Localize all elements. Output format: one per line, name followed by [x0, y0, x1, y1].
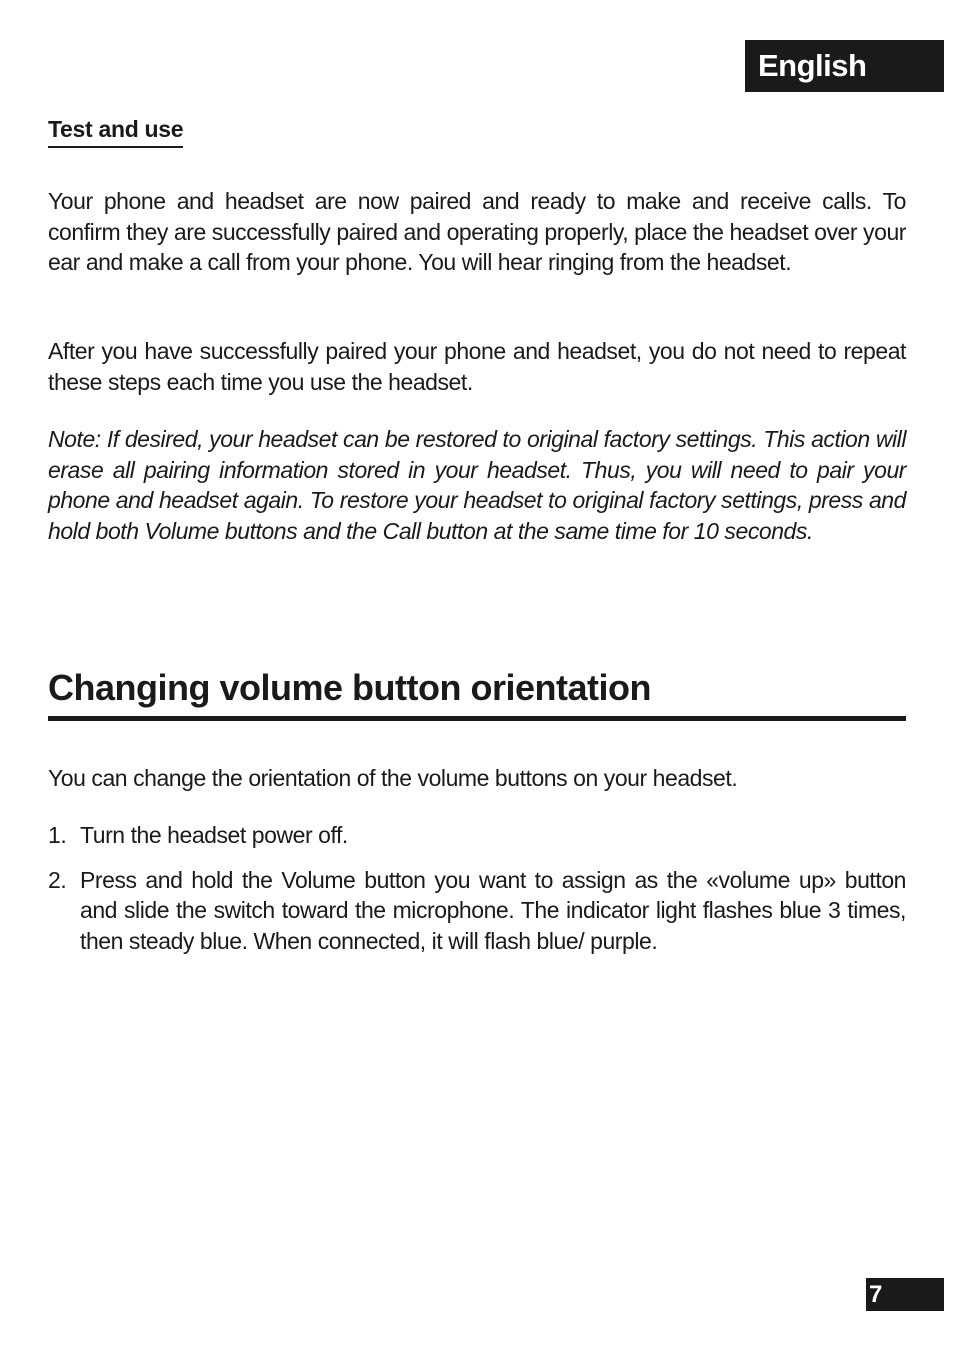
- step-number: 2.: [48, 866, 67, 893]
- list-item: [48, 865, 906, 957]
- section-title: Changing volume button orientation: [48, 664, 906, 721]
- step-text: Turn the headset power off.: [80, 822, 348, 848]
- step-number: 1.: [48, 822, 67, 848]
- step-text: Press and hold the Volume button you want to assign as the «volume up» button and slide the switch toward the microphone. The indicator light flashes blue 3 times, then steady blue. When connected, it will flash blue/ purple.: [80, 866, 906, 955]
- page-number: 7: [866, 1278, 944, 1311]
- repeat-steps-paragraph: After you have successfully paired your phone and headset, you do not need to repeat these steps each time you use the headset.: [48, 338, 906, 395]
- pairing-confirmation-paragraph: Your phone and headset are now paired and ready to make and receive calls. To confirm they are successfully paired and operating properly, place the headset over your ear and make a call from your phone. You will hear ringing from the headset.: [48, 188, 906, 276]
- factory-reset-note: Note: If desired, your headset can be restored to original factory settings. This action will erase all pairing information stored in your headset. Thus, you will need to pair your phone and headset again. To restore your headset to original factory settings, press and hold both Volume buttons and the Call button at the same time for 10 seconds.: [48, 426, 906, 545]
- language-tab: English: [745, 40, 944, 92]
- test-and-use-heading: Test and use: [48, 114, 183, 148]
- steps-list: [48, 820, 906, 957]
- list-item: [48, 820, 906, 851]
- section-intro: You can change the orientation of the volume buttons on your headset.: [48, 765, 738, 791]
